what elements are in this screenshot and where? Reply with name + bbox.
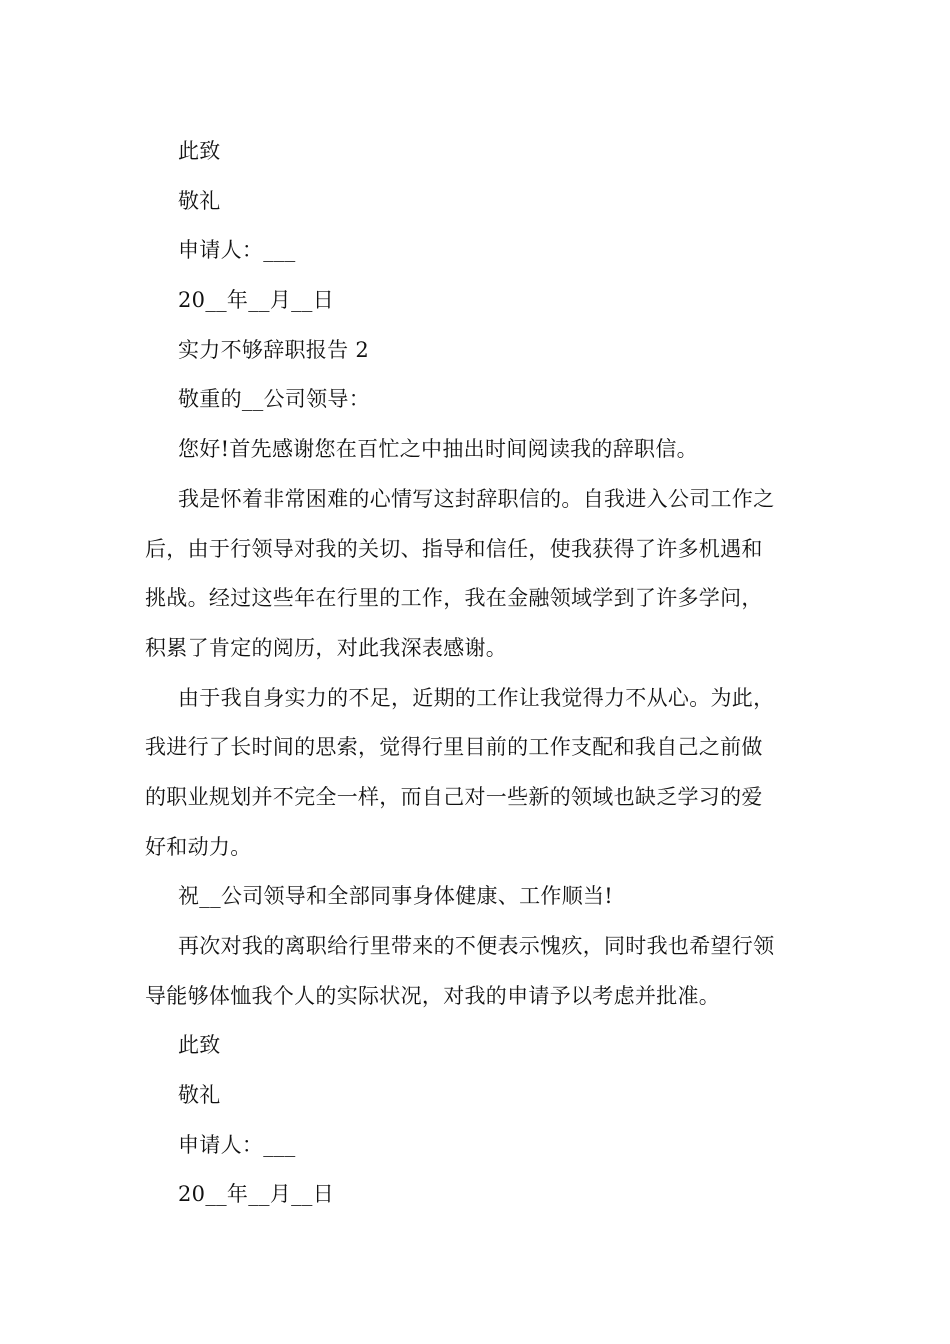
paragraph-line: 导能够体恤我个人的实际状况，对我的申请予以考虑并批准。 bbox=[145, 983, 721, 1008]
date-line: 20__年__月__日 bbox=[178, 1182, 335, 1207]
letter-body bbox=[145, 127, 810, 1220]
paragraph-line: 祝__公司领导和全部同事身体健康、工作顺当! bbox=[178, 884, 614, 909]
paragraph-line: 我进行了长时间的思索，觉得行里目前的工作支配和我自己之前做 bbox=[145, 735, 763, 760]
paragraph-line: 挑战。经过这些年在行里的工作，我在金融领域学到了许多学问， bbox=[145, 586, 763, 611]
paragraph-line: 您好!首先感谢您在百忙之中抽出时间阅读我的辞职信。 bbox=[178, 437, 698, 462]
paragraph-line: 再次对我的离职给行里带来的不便表示愧疚，同时我也希望行领 bbox=[178, 934, 775, 958]
closing-regards: 敬礼 bbox=[178, 188, 221, 213]
applicant-line: 申请人：___ bbox=[178, 1132, 296, 1157]
paragraph-line: 我是怀着非常困难的心情写这封辞职信的。自我进入公司工作之 bbox=[178, 486, 775, 511]
closing-salutation: 此致 bbox=[178, 1033, 221, 1058]
paragraph-line: 的职业规划并不完全一样，而自己对一些新的领域也缺乏学习的爱 bbox=[145, 784, 763, 809]
paragraph-line: 好和动力。 bbox=[145, 834, 252, 859]
closing-regards: 敬礼 bbox=[178, 1083, 221, 1108]
applicant-line: 申请人：___ bbox=[178, 238, 296, 263]
date-line: 20__年__月__日 bbox=[178, 288, 335, 313]
greeting-line: 敬重的__公司领导： bbox=[178, 387, 370, 412]
paragraph-line: 后，由于行领导对我的关切、指导和信任，使我获得了许多机遇和 bbox=[145, 536, 763, 561]
closing-salutation: 此致 bbox=[178, 139, 221, 163]
report-title: 实力不够辞职报告 2 bbox=[178, 337, 370, 362]
paragraph-line: 积累了肯定的阅历，对此我深表感谢。 bbox=[145, 635, 508, 660]
paragraph-line: 由于我自身实力的不足，近期的工作让我觉得力不从心。为此， bbox=[178, 685, 775, 710]
